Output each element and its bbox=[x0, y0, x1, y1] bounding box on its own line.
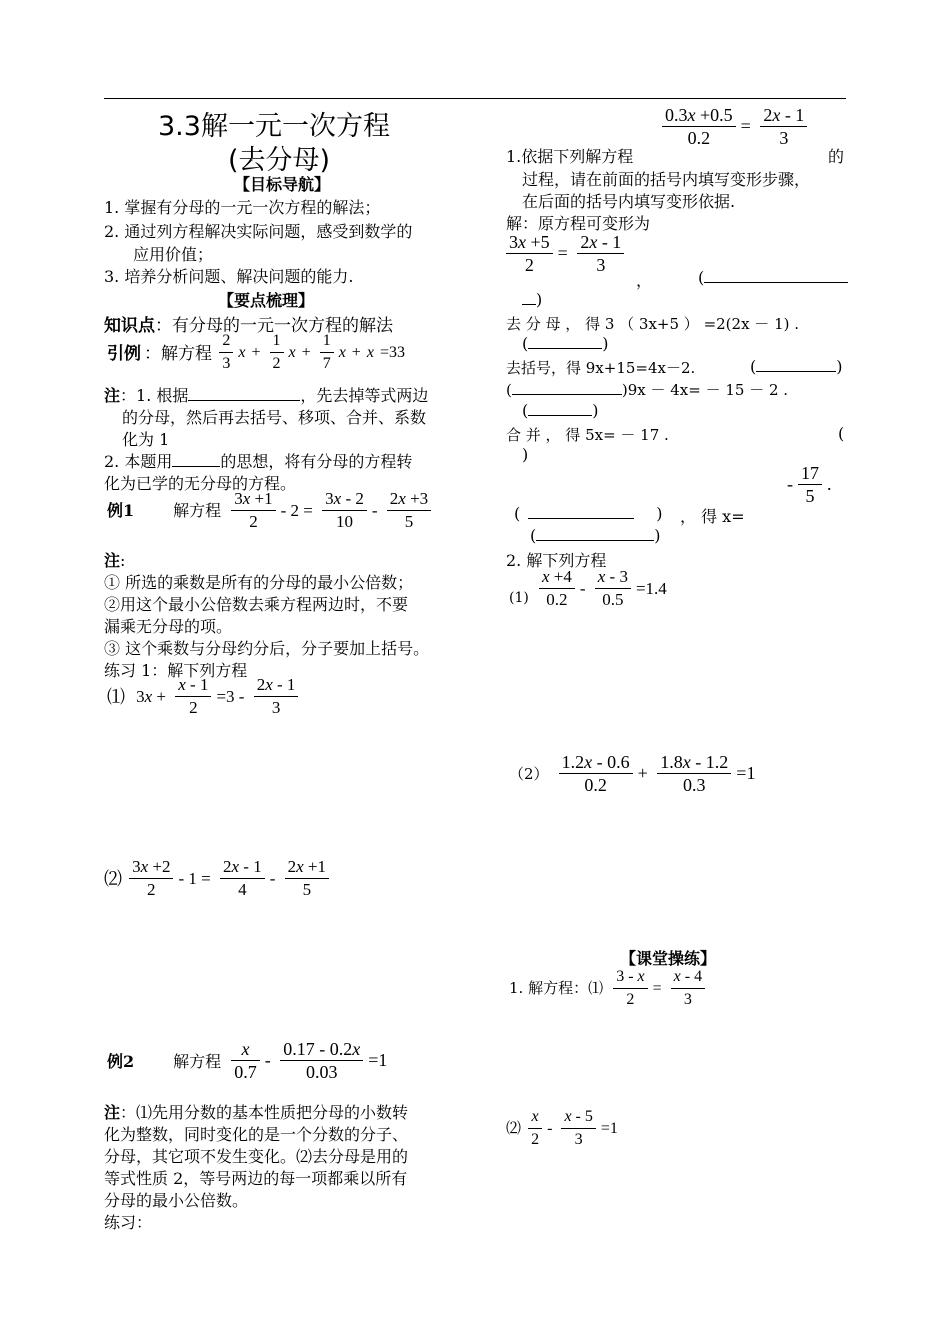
q1-step-merge: 合 并 ， 得 5x= － 17 . bbox=[506, 426, 669, 444]
q1-transformed-equation: $\frac{3x +5}{2}$ = $\frac{2x - 1}{3}$ bbox=[504, 231, 626, 276]
q1-step-denominator: 去 分 母 ， 得 3 （ 3x+5 ） =2(2x － 1) . bbox=[506, 315, 800, 333]
page-title: 3.3解一元一次方程 bbox=[158, 111, 390, 142]
blank-step-0-close[interactable]: ) bbox=[522, 290, 542, 309]
class-practice-equation-1: $\frac{3 - x}{2}$ = $\frac{x - 4}{3}$ bbox=[611, 979, 707, 996]
q2-problem-2 bbox=[506, 751, 758, 796]
example-1-note-2b: 漏乘无分母的项。 bbox=[104, 617, 233, 636]
example-2-note-3: 分母，其它项不发生变化。⑵去分母是用的 bbox=[104, 1147, 409, 1166]
note-2c: 化为已学的无分母的方程。 bbox=[104, 474, 297, 493]
knowledge-label: 知识点 bbox=[104, 316, 155, 336]
q1-step-get: ， 得 x= bbox=[680, 507, 745, 526]
example-1-text: 解方程 bbox=[173, 501, 222, 521]
example-2-note-5: 分母的最小公倍数。 bbox=[104, 1191, 249, 1210]
example-2-equation: $\frac{x}{0.7}$ - $\frac{0.17 - 0.2x}{0.03}$ =1 bbox=[229, 1049, 390, 1069]
q1-final-answer: - $\frac{17}{5}$ . bbox=[787, 463, 832, 506]
goal-3: 3. 培养分析问题、解决问题的能力. bbox=[104, 267, 354, 286]
note-1b: ，先去掉等式两边 bbox=[300, 386, 429, 405]
q2-equation-2: $\frac{1.2x - 0.6}{0.2}$ + $\frac{1.8x - 1.2}{0.3}$ =1 bbox=[557, 762, 759, 782]
practice-1-heading: 练习 1：解下列方程 bbox=[104, 661, 248, 680]
q2-label-2: （2） bbox=[509, 764, 549, 783]
class-practice-2-label: ⑵ bbox=[506, 1119, 522, 1138]
blank-basis-1[interactable]: ( ) bbox=[522, 334, 609, 353]
q1-step-bracket: 去括号，得 9x+15=4x－2. bbox=[506, 359, 696, 377]
note-label: 注 bbox=[104, 386, 121, 405]
q1-line-c: 在后面的括号内填写变形依据. bbox=[522, 192, 736, 211]
example-1-note-label: 注 bbox=[104, 551, 121, 570]
example-2-note-label: 注 bbox=[104, 1103, 121, 1122]
practice-1-equation-2: $\frac{3x +2}{2}$ - 1 = $\frac{2x - 1}{4}$ - $\frac{2x +1}{5}$ bbox=[127, 867, 331, 886]
example-2-note-4: 等式性质 2，等号两边的每一项都乘以所有 bbox=[104, 1169, 408, 1188]
note-1 bbox=[104, 383, 428, 406]
q1-line-a: 1.依据下列解方程 bbox=[506, 147, 634, 166]
practice-2-heading: 练习： bbox=[104, 1213, 153, 1232]
note-2 bbox=[104, 449, 412, 472]
example-1-note-2a: ②用这个最小公倍数去乘方程两边时，不要 bbox=[104, 595, 409, 614]
q1-equation: $\frac{0.3x +0.5}{0.2}$ = $\frac{2x - 1}{3}$ bbox=[660, 104, 809, 149]
goal-1: 1. 掌握有分母的一元一次方程的解法； bbox=[104, 198, 381, 217]
example-1-equation: $\frac{3x +1}{2}$ - 2 = $\frac{3x - 2}{10}$ - $\frac{2x +3}{5}$ bbox=[229, 499, 433, 518]
class-practice-2 bbox=[506, 1106, 621, 1151]
note-2b: 的思想，将有分母的方程转 bbox=[220, 452, 413, 471]
q1-comma: ， bbox=[636, 271, 653, 290]
q2-problem-1 bbox=[506, 566, 670, 611]
q1-step-move: ( )9x － 4x= － 15 － 2 . bbox=[506, 381, 789, 399]
q1-line-b: 过程，请在前面的括号内填写变形步骤， bbox=[522, 170, 811, 189]
example-2-note-1 bbox=[104, 1100, 408, 1123]
intro-equation: $\frac{2}{3}$ x + $\frac{1}{2}$ x + $\frac{1}{7}$ x + x =33 bbox=[217, 343, 408, 360]
example-1-note-3: ③ 这个乘数与分母约分后，分子要加上括号。 bbox=[104, 639, 430, 658]
q1-line-a-tail: 的 bbox=[828, 147, 845, 166]
class-practice-1 bbox=[506, 966, 707, 1011]
practice-1-problem-2 bbox=[104, 856, 331, 901]
q2-equation-1: $\frac{x +4}{0.2}$ - $\frac{x - 3}{0.5}$ =1.4 bbox=[537, 577, 670, 596]
top-rule bbox=[104, 98, 846, 99]
class-practice-heading: 【课堂操练】 bbox=[620, 949, 717, 968]
note-1c: 的分母，然后再去括号、移项、合并、系数 bbox=[122, 408, 427, 427]
class-practice-equation-2: $\frac{x}{2}$ - $\frac{x - 5}{3}$ =1 bbox=[526, 1119, 621, 1136]
q2-heading: 2. 解下列方程 bbox=[506, 551, 607, 570]
class-practice-1-label: 1. 解方程：⑴ bbox=[509, 979, 604, 998]
blank-step-merge-close[interactable]: ) bbox=[522, 445, 529, 464]
example-1-note bbox=[104, 548, 125, 571]
example-2-text: 解方程 bbox=[173, 1051, 222, 1071]
example-1 bbox=[104, 488, 433, 533]
example-2-note-1-text: ：⑴先用分数的基本性质把分母的小数转 bbox=[120, 1103, 409, 1122]
goals-heading: 【目标导航】 bbox=[234, 175, 331, 194]
intro-text: ：解方程 bbox=[144, 344, 212, 365]
practice-1-label-2: ⑵ bbox=[104, 868, 122, 890]
q1-solution-intro: 解：原方程可变形为 bbox=[506, 214, 651, 233]
page-subtitle: (去分母) bbox=[228, 145, 331, 176]
goal-2b: 应用价值； bbox=[133, 245, 214, 264]
blank-basis-2[interactable]: ( ) bbox=[750, 357, 843, 376]
blank-step-coef[interactable]: ( ) bbox=[514, 504, 663, 523]
intro-label: 引例 bbox=[107, 344, 141, 365]
q1-step-move-text: )9x － 4x= － 15 － 2 . bbox=[621, 381, 789, 399]
note-1a: ：1. 根据 bbox=[120, 386, 189, 405]
knowledge-text: ：有分母的一元一次方程的解法 bbox=[155, 316, 393, 336]
q2-label-1: (1) bbox=[509, 589, 529, 606]
example-1-label: 例1 bbox=[107, 501, 135, 521]
example-1-note-1: ① 所选的乘数是所有的分母的最小公倍数； bbox=[104, 573, 414, 592]
intro-example bbox=[104, 330, 408, 375]
example-1-note-colon: : bbox=[120, 551, 126, 570]
points-heading: 【要点梳理】 bbox=[218, 291, 315, 310]
note-2a: 2. 本题用 bbox=[104, 452, 173, 471]
blank-basis-3[interactable]: ( ) bbox=[522, 401, 599, 420]
practice-1-equation-1: 3x + $\frac{x - 1}{2}$ =3 - $\frac{2x - 1}{3}$ bbox=[133, 685, 300, 704]
blank-basis[interactable] bbox=[188, 400, 300, 401]
blank-step-0[interactable]: ( bbox=[698, 268, 848, 287]
goal-2a: 2. 通过列方程解决实际问题，感受到数学的 bbox=[104, 222, 413, 241]
practice-1-label-1: ⑴ bbox=[107, 686, 125, 708]
example-2-label: 例2 bbox=[107, 1051, 135, 1071]
note-1d: 化为 1 bbox=[122, 430, 170, 449]
blank-step-merge-open[interactable]: ( bbox=[838, 424, 845, 443]
example-2-note-2: 化为整数，同时变化的是一个分数的分子、 bbox=[104, 1125, 409, 1144]
blank-basis-final[interactable]: ( ) bbox=[530, 526, 661, 545]
practice-1-problem-1 bbox=[104, 674, 300, 719]
blank-idea[interactable] bbox=[172, 466, 220, 467]
example-2 bbox=[104, 1038, 390, 1083]
